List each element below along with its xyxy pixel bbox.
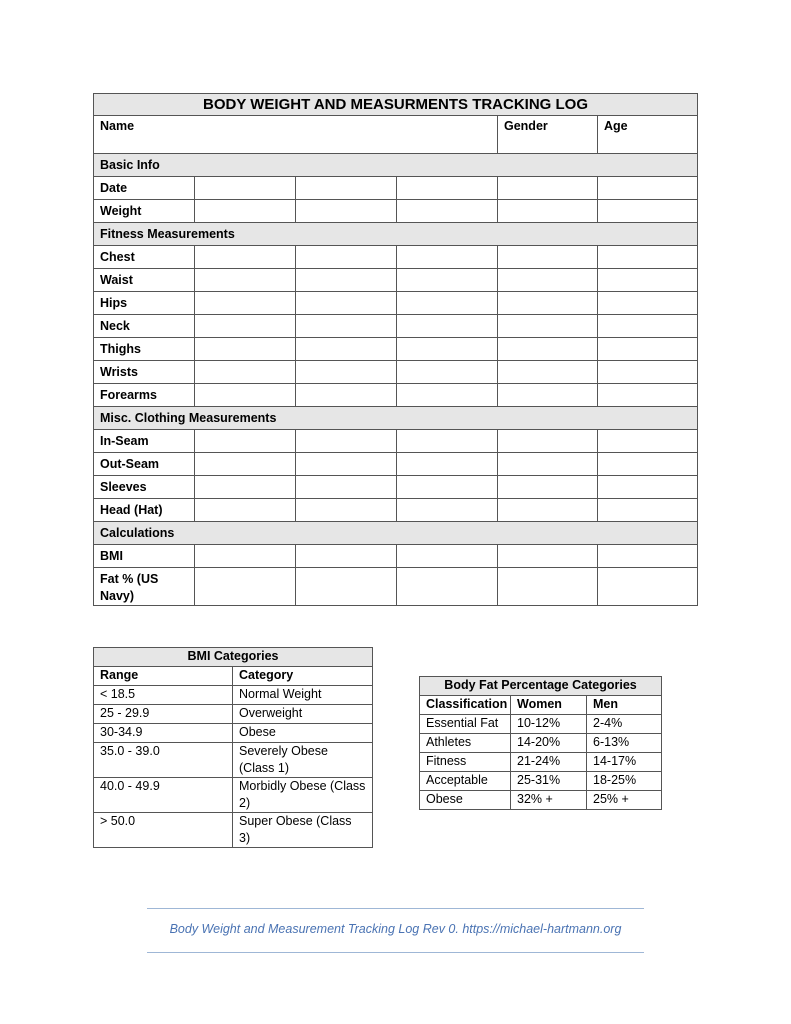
row-label: Waist: [94, 269, 195, 292]
bmi-range: 30-34.9: [94, 724, 233, 743]
bmi-category: Super Obese (Class 3): [233, 813, 373, 848]
row-bmi: [94, 545, 698, 568]
table-row: [420, 715, 662, 734]
entry-cell[interactable]: [195, 338, 296, 361]
section-fitness: Fitness Measurements: [94, 223, 698, 246]
row-head: [94, 499, 698, 522]
table-row: [94, 686, 373, 705]
entry-cell[interactable]: [598, 430, 698, 453]
row-sleeves: [94, 476, 698, 499]
row-out-seam: [94, 453, 698, 476]
fat-women: 32% +: [511, 791, 587, 810]
table-row: [94, 724, 373, 743]
row-label: Chest: [94, 246, 195, 269]
entry-cell[interactable]: [195, 246, 296, 269]
bmi-categories-table: [93, 647, 373, 848]
footer-text: Body Weight and Measurement Tracking Log Rev 0. https://michael-hartmann.org: [169, 922, 622, 936]
row-waist: [94, 269, 698, 292]
footer-divider-top: [147, 908, 644, 909]
entry-cell[interactable]: [397, 384, 498, 407]
bmi-category: Obese: [233, 724, 373, 743]
entry-cell[interactable]: [195, 315, 296, 338]
entry-cell[interactable]: [498, 292, 598, 315]
entry-cell[interactable]: [397, 315, 498, 338]
entry-cell[interactable]: [397, 338, 498, 361]
entry-cell[interactable]: [598, 568, 698, 606]
entry-cell[interactable]: [397, 361, 498, 384]
bmi-category: Normal Weight: [233, 686, 373, 705]
bmi-range: < 18.5: [94, 686, 233, 705]
section-basic-info: Basic Info: [94, 154, 698, 177]
entry-cell[interactable]: [195, 568, 296, 606]
name-field[interactable]: Name: [94, 116, 498, 154]
entry-cell[interactable]: [195, 476, 296, 499]
entry-cell[interactable]: [296, 200, 397, 223]
column-header: Category: [233, 667, 373, 686]
fat-women: 25-31%: [511, 772, 587, 791]
tracking-log-table: [93, 93, 698, 606]
entry-cell[interactable]: [195, 453, 296, 476]
age-field[interactable]: Age: [598, 116, 698, 154]
entry-cell[interactable]: [195, 384, 296, 407]
entry-cell[interactable]: [195, 499, 296, 522]
fat-women: 21-24%: [511, 753, 587, 772]
entry-cell[interactable]: [296, 338, 397, 361]
entry-cell[interactable]: [296, 269, 397, 292]
section-calculations: Calculations: [94, 522, 698, 545]
row-label: Neck: [94, 315, 195, 338]
entry-cell[interactable]: [598, 269, 698, 292]
row-label: Hips: [94, 292, 195, 315]
column-header: Range: [94, 667, 233, 686]
entry-cell[interactable]: [498, 338, 598, 361]
table-row: [94, 743, 373, 778]
entry-cell[interactable]: [397, 177, 498, 200]
entry-cell[interactable]: [296, 499, 397, 522]
table-row: [94, 705, 373, 724]
bmi-category: Morbidly Obese (Class 2): [233, 778, 373, 813]
row-thighs: [94, 338, 698, 361]
entry-cell[interactable]: [498, 453, 598, 476]
fat-classification: Athletes: [420, 734, 511, 753]
gender-field[interactable]: Gender: [498, 116, 598, 154]
bmi-table-caption: BMI Categories: [94, 648, 373, 667]
table-row: [420, 734, 662, 753]
entry-cell[interactable]: [598, 453, 698, 476]
entry-cell[interactable]: [296, 453, 397, 476]
entry-cell[interactable]: [598, 384, 698, 407]
entry-cell[interactable]: [195, 292, 296, 315]
row-fat-percent: [94, 568, 698, 606]
row-label: Sleeves: [94, 476, 195, 499]
entry-cell[interactable]: [397, 246, 498, 269]
bmi-range: > 50.0: [94, 813, 233, 848]
row-weight: [94, 200, 698, 223]
column-header: Classification: [420, 696, 511, 715]
bmi-category: Severely Obese (Class 1): [233, 743, 373, 778]
section-clothing: Misc. Clothing Measurements: [94, 407, 698, 430]
row-in-seam: [94, 430, 698, 453]
fat-table-caption: Body Fat Percentage Categories: [420, 677, 662, 696]
entry-cell[interactable]: [195, 545, 296, 568]
entry-cell[interactable]: [598, 338, 698, 361]
entry-cell[interactable]: [195, 430, 296, 453]
entry-cell[interactable]: [498, 476, 598, 499]
row-neck: [94, 315, 698, 338]
entry-cell[interactable]: [598, 292, 698, 315]
row-wrists: [94, 361, 698, 384]
row-chest: [94, 246, 698, 269]
entry-cell[interactable]: [397, 269, 498, 292]
entry-cell[interactable]: [498, 568, 598, 606]
entry-cell[interactable]: [296, 246, 397, 269]
entry-cell[interactable]: [498, 361, 598, 384]
entry-cell[interactable]: [397, 453, 498, 476]
entry-cell[interactable]: [397, 430, 498, 453]
entry-cell[interactable]: [498, 177, 598, 200]
entry-cell[interactable]: [598, 177, 698, 200]
entry-cell[interactable]: [296, 476, 397, 499]
entry-cell[interactable]: [296, 384, 397, 407]
entry-cell[interactable]: [598, 315, 698, 338]
entry-cell[interactable]: [296, 568, 397, 606]
log-title: BODY WEIGHT AND MEASURMENTS TRACKING LOG: [94, 94, 698, 116]
row-label: Out-Seam: [94, 453, 195, 476]
entry-cell[interactable]: [195, 269, 296, 292]
entry-cell[interactable]: [598, 476, 698, 499]
row-label: Weight: [94, 200, 195, 223]
column-header: Men: [587, 696, 662, 715]
entry-cell[interactable]: [296, 177, 397, 200]
row-label: Forearms: [94, 384, 195, 407]
entry-cell[interactable]: [498, 315, 598, 338]
fat-men: 25% +: [587, 791, 662, 810]
entry-cell[interactable]: [296, 315, 397, 338]
entry-cell[interactable]: [498, 545, 598, 568]
row-label: In-Seam: [94, 430, 195, 453]
entry-cell[interactable]: [598, 246, 698, 269]
entry-cell[interactable]: [296, 545, 397, 568]
row-date: [94, 177, 698, 200]
column-header: Women: [511, 696, 587, 715]
fat-classification: Acceptable: [420, 772, 511, 791]
row-forearms: [94, 384, 698, 407]
entry-cell[interactable]: [598, 545, 698, 568]
entry-cell[interactable]: [598, 499, 698, 522]
fat-classification: Fitness: [420, 753, 511, 772]
entry-cell[interactable]: [296, 361, 397, 384]
entry-cell[interactable]: [498, 200, 598, 223]
entry-cell[interactable]: [498, 384, 598, 407]
fat-men: 2-4%: [587, 715, 662, 734]
entry-cell[interactable]: [397, 568, 498, 606]
row-label: BMI: [94, 545, 195, 568]
entry-cell[interactable]: [296, 292, 397, 315]
fat-men: 6-13%: [587, 734, 662, 753]
entry-cell[interactable]: [195, 361, 296, 384]
entry-cell[interactable]: [498, 246, 598, 269]
entry-cell[interactable]: [498, 269, 598, 292]
row-label: Date: [94, 177, 195, 200]
row-hips: [94, 292, 698, 315]
row-label: Wrists: [94, 361, 195, 384]
entry-cell[interactable]: [397, 476, 498, 499]
entry-cell[interactable]: [195, 177, 296, 200]
entry-cell[interactable]: [498, 430, 598, 453]
entry-cell[interactable]: [397, 200, 498, 223]
fat-classification: Obese: [420, 791, 511, 810]
table-row: [420, 772, 662, 791]
entry-cell[interactable]: [195, 200, 296, 223]
entry-cell[interactable]: [397, 545, 498, 568]
bmi-range: 40.0 - 49.9: [94, 778, 233, 813]
row-label: Fat % (US Navy): [94, 568, 195, 606]
fat-men: 18-25%: [587, 772, 662, 791]
fat-women: 14-20%: [511, 734, 587, 753]
fat-women: 10-12%: [511, 715, 587, 734]
entry-cell[interactable]: [397, 499, 498, 522]
footer-divider-bottom: [147, 952, 644, 953]
fat-men: 14-17%: [587, 753, 662, 772]
entry-cell[interactable]: [598, 200, 698, 223]
bmi-range: 25 - 29.9: [94, 705, 233, 724]
entry-cell[interactable]: [498, 499, 598, 522]
entry-cell[interactable]: [296, 430, 397, 453]
body-fat-categories-table: [419, 676, 662, 810]
entry-cell[interactable]: [397, 292, 498, 315]
row-label: Thighs: [94, 338, 195, 361]
table-row: [420, 791, 662, 810]
entry-cell[interactable]: [598, 361, 698, 384]
table-row: [94, 813, 373, 848]
bmi-category: Overweight: [233, 705, 373, 724]
table-row: [420, 753, 662, 772]
fat-classification: Essential Fat: [420, 715, 511, 734]
row-label: Head (Hat): [94, 499, 195, 522]
bmi-range: 35.0 - 39.0: [94, 743, 233, 778]
table-row: [94, 778, 373, 813]
